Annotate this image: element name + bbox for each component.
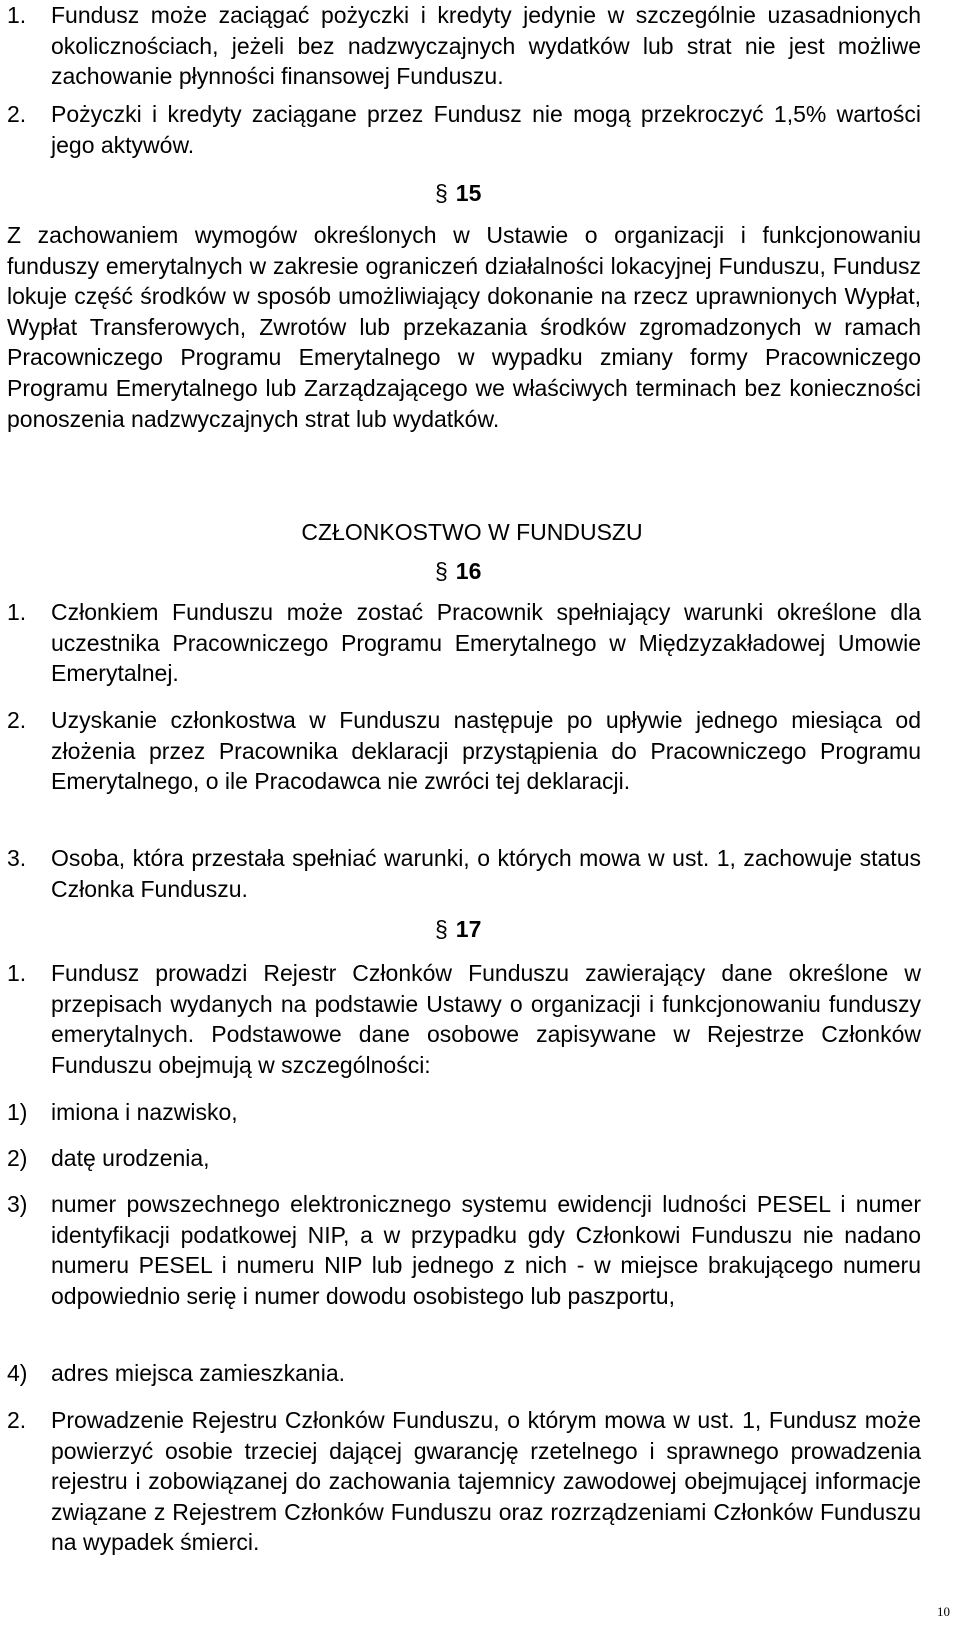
sub-list-item xyxy=(7,1097,921,1128)
item-text: Osoba, która przestała spełniać warunki, o których mowa w ust. 1, zachowuje status Członka Funduszu. xyxy=(51,845,921,902)
item-text: Uzyskanie członkostwa w Funduszu następuje po upływie jednego miesiąca od złożenia przez Pracownika deklaracji przystąpienia do Pracowniczego Programu Emerytalnego, o ile Pracodawca nie zwróci tej deklaracji. xyxy=(51,707,921,795)
item-number: 2. xyxy=(7,1407,27,1433)
item-number: 2. xyxy=(7,101,27,127)
item-number: 1. xyxy=(7,599,27,625)
item-text: Fundusz prowadzi Rejestr Członków Funduszu zawierający dane określone w przepisach wydanych na podstawie Ustawy o organizacji i funkcjonowaniu funduszy emerytalnych. Podstawowe dane osobowe zapisywane w Rejestrze Członków Funduszu obejmują w szczególności: xyxy=(51,960,921,1078)
item-number: 1. xyxy=(7,2,27,28)
sub-item-text: adres miejsca zamieszkania. xyxy=(51,1360,346,1386)
sub-item-text: imiona i nazwisko, xyxy=(51,1099,238,1125)
section-heading-15 xyxy=(435,178,481,208)
sub-item-text: datę urodzenia, xyxy=(51,1145,210,1171)
item-number: 2. xyxy=(7,707,27,733)
section-heading-16 xyxy=(435,556,481,586)
sub-item-number: 4) xyxy=(7,1360,28,1386)
item-text: Członkiem Funduszu może zostać Pracownik spełniający warunki określone dla uczestnika Pracowniczego Programu Emerytalnego w Międzyzakładowej Umowie Emerytalnej. xyxy=(51,599,921,687)
sub-item-number: 2) xyxy=(7,1145,28,1171)
section-number: 17 xyxy=(455,916,482,942)
list-item xyxy=(7,958,921,1080)
item-number: 3. xyxy=(7,845,27,871)
section-heading-17 xyxy=(435,914,481,944)
item-number: 1. xyxy=(7,960,27,986)
section-number: 16 xyxy=(455,558,482,584)
list-item xyxy=(7,1405,921,1558)
sub-list-item xyxy=(7,1143,921,1174)
chapter-title: CZŁONKOSTWO W FUNDUSZU xyxy=(301,519,643,545)
sub-item-number: 1) xyxy=(7,1099,28,1125)
item-text: Prowadzenie Rejestru Członków Funduszu, o którym mowa w ust. 1, Fundusz może powierzyć osobie trzeciej dającej gwarancję rzetelnego i sprawnego prowadzenia rejestru i zobowiązanej do zachowania tajemnicy zawodowej obejmującej informacje związane z Rejestrem Członków Funduszu oraz rozrządzeniami Członków Funduszu na wypadek śmierci. xyxy=(51,1407,921,1556)
sub-item-text: numer powszechnego elektronicznego systemu ewidencji ludności PESEL i numer identyfikacji podatkowej NIP, a w przypadku gdy Członkowi Funduszu nie nadano numeru PESEL i numeru NIP lub jednego z nich - w miejsce brakującego numeru odpowiednio serię i numer dowodu osobistego lub paszportu, xyxy=(51,1191,921,1309)
item-text: Fundusz może zaciągać pożyczki i kredyty jedynie w szczególnie uzasadnionych okolicznościach, jeżeli bez nadzwyczajnych wydatków lub strat nie jest możliwe zachowanie płynności finansowej Funduszu. xyxy=(51,2,921,90)
sub-list-item xyxy=(7,1189,921,1311)
list-item xyxy=(7,705,921,797)
list-item xyxy=(7,597,921,689)
sub-list-item xyxy=(7,1358,921,1389)
page-number: 10 xyxy=(937,1604,950,1619)
section-symbol: § xyxy=(435,558,448,584)
item-text: Pożyczki i kredyty zaciągane przez Fundusz nie mogą przekroczyć 1,5% wartości jego aktywów. xyxy=(51,101,921,158)
sub-item-number: 3) xyxy=(7,1191,28,1217)
list-item xyxy=(7,99,921,160)
section-number: 15 xyxy=(455,180,482,206)
section-15-paragraph: Z zachowaniem wymogów określonych w Ustawie o organizacji i funkcjonowaniu funduszy emerytalnych w zakresie ograniczeń działalności lokacyjnej Funduszu, Fundusz lokuje część środków w sposób umożliwiający dokonanie na rzecz uprawnionych Wypłat, Wypłat Transferowych, Zwrotów lub przekazania środków zgromadzonych w ramach Pracowniczego Programu Emerytalnego w wypadku zmiany formy Pracowniczego Programu Emerytalnego lub Zarządzającego we właściwych terminach bez konieczności ponoszenia nadzwyczajnych strat lub wydatków. xyxy=(7,222,921,432)
list-item xyxy=(7,0,921,92)
section-symbol: § xyxy=(435,180,448,206)
section-symbol: § xyxy=(435,916,448,942)
list-item xyxy=(7,843,921,904)
